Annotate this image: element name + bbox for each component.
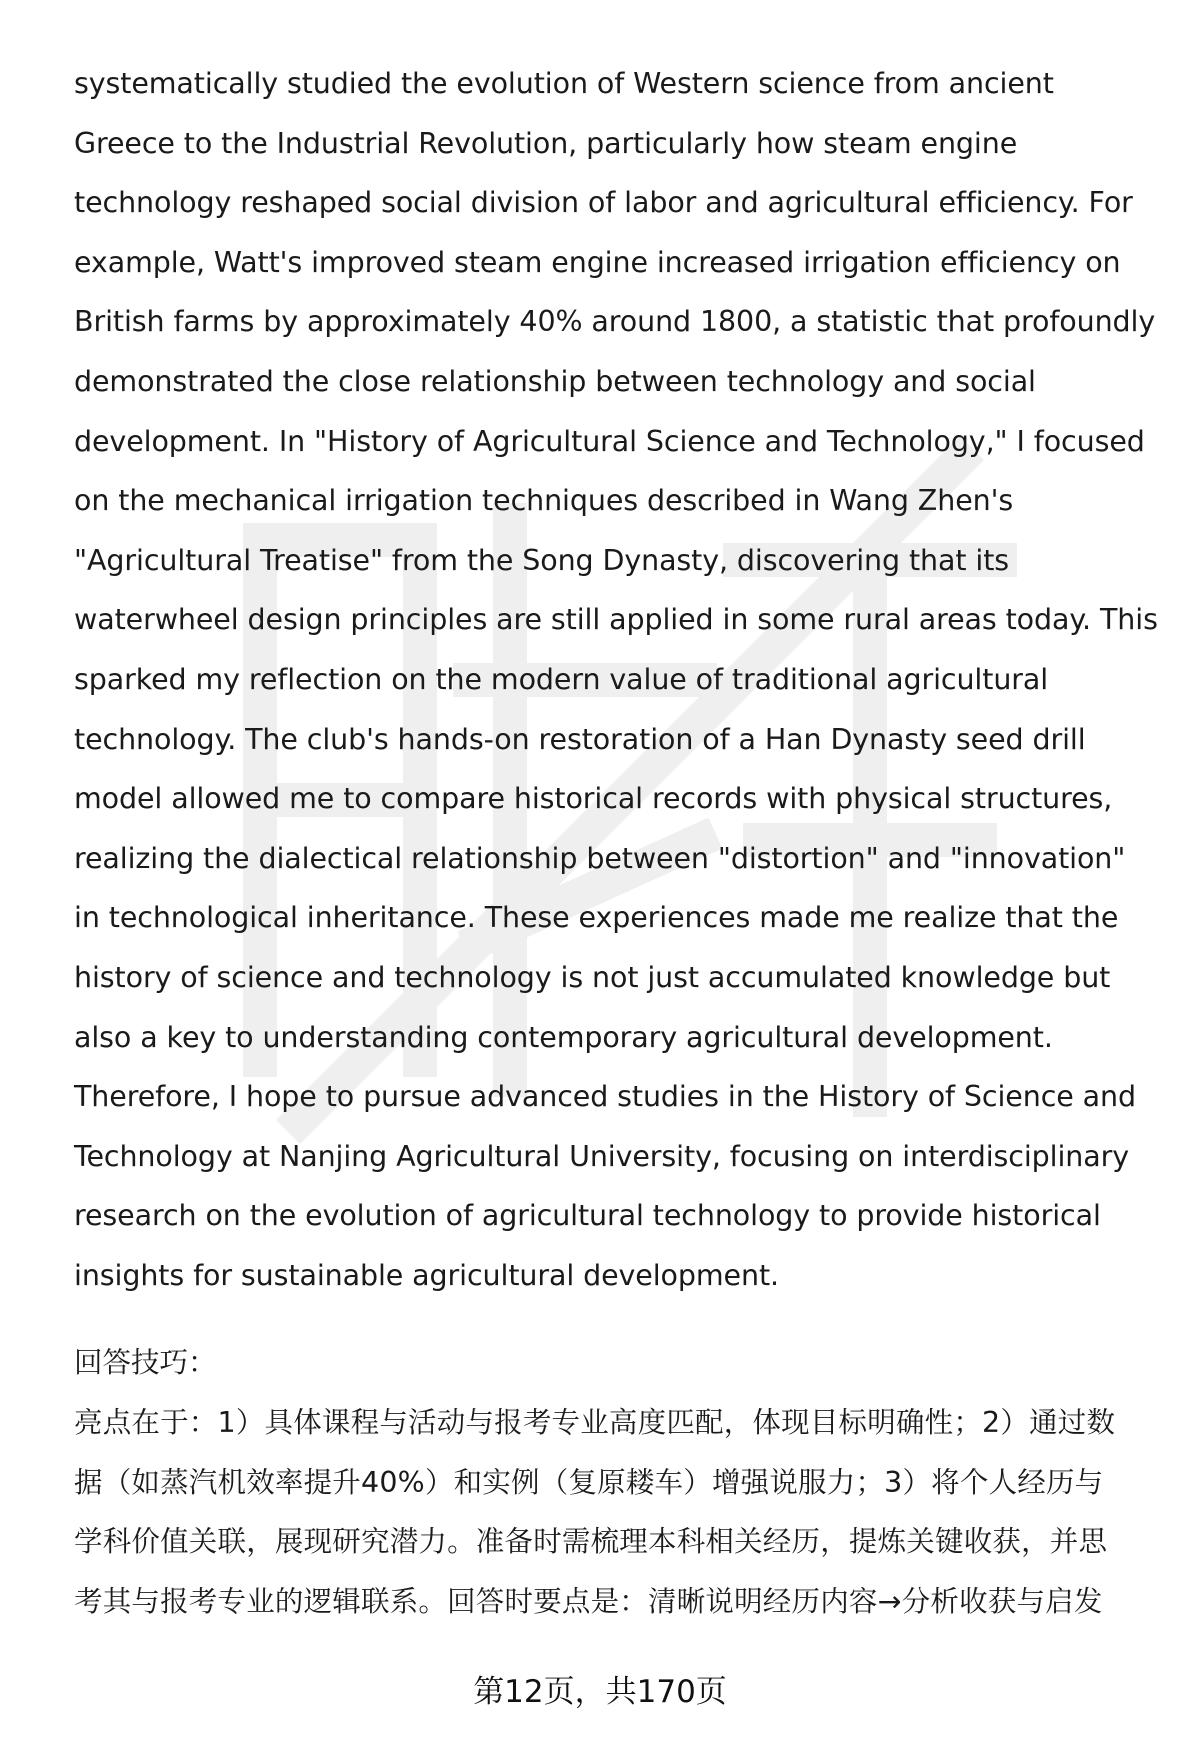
tips-line: 学科价值关联，展现研究潜力。准备时需梳理本科相关经历，提炼关键收获，并思 <box>74 1525 1108 1559</box>
page-number-footer: 第12页，共170页 <box>473 1674 727 1710</box>
paragraph-line: model allowed me to compare historical records with physical structures, <box>74 782 1113 816</box>
paragraph-line: "Agricultural Treatise" from the Song Dynasty, discovering that its <box>74 543 1010 577</box>
paragraph-line: in technological inheritance. These experiences made me realize that the <box>74 901 1119 935</box>
tips-heading: 回答技巧： <box>74 1346 217 1380</box>
paragraph-line: technology reshaped social division of labor and agricultural efficiency. For <box>74 186 1133 220</box>
tips-line: 亮点在于：1）具体课程与活动与报考专业高度匹配，体现目标明确性；2）通过数 <box>74 1406 1116 1440</box>
paragraph-line: development. In "History of Agricultural Science and Technology," I focused <box>74 424 1145 458</box>
paragraph-line: Technology at Nanjing Agricultural University, focusing on interdisciplinary <box>74 1139 1129 1173</box>
paragraph-line: sparked my reflection on the modern value of traditional agricultural <box>74 662 1049 696</box>
paragraph-line: history of science and technology is not just accumulated knowledge but <box>74 960 1111 994</box>
paragraph-line: also a key to understanding contemporary agricultural development. <box>74 1020 1053 1054</box>
body-paragraph <box>74 54 1158 1305</box>
paragraph-line: Greece to the Industrial Revolution, particularly how steam engine <box>74 126 1018 160</box>
paragraph-line: example, Watt's improved steam engine increased irrigation efficiency on <box>74 245 1121 279</box>
paragraph-line: realizing the dialectical relationship between "distortion" and "innovation" <box>74 841 1126 875</box>
paragraph-line: waterwheel design principles are still applied in some rural areas today. This <box>74 603 1158 637</box>
paragraph-line: insights for sustainable agricultural development. <box>74 1258 779 1292</box>
paragraph-line: technology. The club's hands-on restoration of a Han Dynasty seed drill <box>74 722 1086 756</box>
tips-line: 考其与报考专业的逻辑联系。回答时要点是：清晰说明经历内容→分析收获与启发 <box>74 1584 1103 1618</box>
paragraph-line: systematically studied the evolution of Western science from ancient <box>74 67 1054 100</box>
document-page <box>74 54 1158 1631</box>
paragraph-line: British farms by approximately 40% around 1800, a statistic that profoundly <box>74 305 1156 339</box>
paragraph-line: Therefore, I hope to pursue advanced studies in the History of Science and <box>74 1080 1136 1114</box>
tips-line: 据（如蒸汽机效率提升40%）和实例（复原耧车）增强说服力；3）将个人经历与 <box>74 1465 1104 1499</box>
tips-paragraph <box>74 1393 1154 1631</box>
paragraph-line: demonstrated the close relationship between technology and social <box>74 364 1036 398</box>
paragraph-line: on the mechanical irrigation techniques described in Wang Zhen's <box>74 484 1014 518</box>
paragraph-line: research on the evolution of agricultural technology to provide historical <box>74 1199 1101 1233</box>
